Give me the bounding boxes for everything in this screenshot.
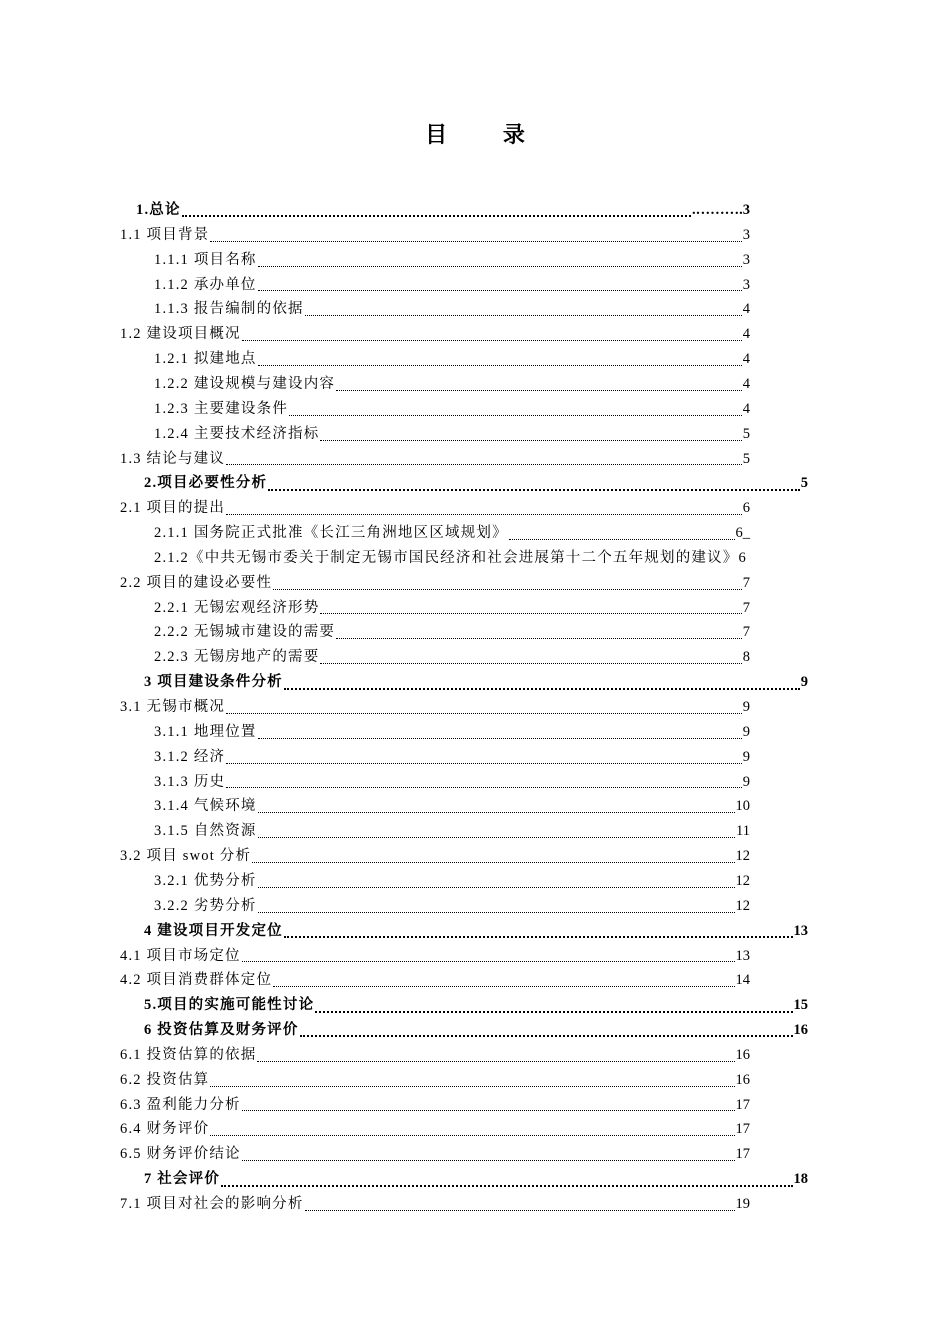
toc-entry-label: 1.2.1 拟建地点 [154,351,257,368]
dot-leader [258,837,735,838]
toc-entry-page: 12 [735,848,750,865]
toc-entry-label: 6.2 投资估算 [120,1071,210,1088]
toc-entry-page: 17 [735,1146,750,1163]
toc-entry[interactable] [154,248,750,273]
toc-entry-label: 7.1 项目对社会的影响分析 [120,1196,304,1212]
toc-entry[interactable] [120,944,750,969]
toc-entry[interactable] [144,471,808,496]
toc-entry-label: 2.1.1 国务院正式批准《长江三角洲地区区域规划》 [154,525,508,542]
toc-entry[interactable] [144,993,808,1018]
toc-entry-page: 4 [742,351,750,368]
toc-entry-page: 13 [793,922,808,939]
toc-entry-label: 7 社会评价 [144,1171,221,1188]
dot-leader [210,1135,734,1136]
toc-entry-page: 14 [735,972,750,989]
toc-entry-page: 5 [800,475,808,492]
toc-entry-label: 1.1.1 项目名称 [154,251,257,268]
toc-entry-page: 15 [793,997,808,1014]
toc-entry-label: 3.1.1 地理位置 [154,723,257,740]
dot-leader [258,738,742,739]
toc-entry[interactable] [120,447,750,472]
dot-leader [320,613,741,614]
toc-entry-page: 9 [742,699,750,715]
toc-entry[interactable] [120,1093,750,1118]
dot-leader [226,787,742,788]
toc-entry-label: 1.2 建设项目概况 [120,326,241,343]
toc-entry[interactable] [120,1068,750,1093]
toc-entry[interactable] [154,745,750,770]
dot-leader [252,862,734,863]
dot-leader [258,812,735,813]
toc-entry-label: 1.1 项目背景 [120,226,210,243]
toc-entry-label: 3.2.2 劣势分析 [154,897,257,914]
toc-entry-page: 16 [735,1071,750,1088]
toc-entry-label: 2.2.1 无锡宏观经济形势 [154,599,320,616]
toc-entry-page: 9 [742,723,750,740]
toc-entry-label: 2.1.2《中共无锡市委关于制定无锡市国民经济和社会进展第十二个五年规划的建议》6 [154,549,747,566]
dot-leader [336,638,742,639]
toc-entry-page: 17 [735,1096,750,1113]
dot-leader [289,415,742,416]
dot-leader [210,1086,734,1087]
toc-entry-label: 1.2.2 建设规模与建设内容 [154,375,336,392]
toc-entry-label: 6.3 盈利能力分析 [120,1096,241,1113]
toc-entry-page: 6_ [735,525,750,542]
toc-entry-label: 6.4 财务评价 [120,1121,210,1138]
toc-entry-label: 3.2 项目 swot 分析 [120,848,252,865]
toc-entry-page: 9 [742,748,750,765]
toc-entry[interactable] [154,819,750,844]
dot-leader [226,763,742,764]
dot-leader [305,1210,735,1211]
toc-entry[interactable] [144,670,808,695]
toc-entry-label: 4.2 项目消费群体定位 [120,972,273,989]
toc-entry-page: 16 [793,1022,808,1039]
dot-leader [221,1185,792,1187]
toc-entry[interactable] [120,223,750,248]
toc-entry[interactable] [154,422,750,447]
toc-entry-label: 3.2.1 优势分析 [154,872,257,889]
toc-entry[interactable] [154,273,750,298]
toc-entry[interactable] [120,968,750,993]
toc-entry-label: 3.1.3 历史 [154,773,226,790]
dot-leader [182,215,691,217]
toc-entry-label: 6.1 投资估算的依据 [120,1046,257,1063]
dot-leader [258,365,742,366]
toc-entry[interactable] [154,894,750,919]
toc-entry-page: 4 [742,301,750,318]
toc-entry[interactable] [154,596,750,621]
dot-leader [258,290,742,291]
dot-leader [284,688,800,690]
dot-leader [336,390,742,391]
toc-entry[interactable] [120,1192,750,1217]
dot-leader [300,1035,793,1037]
toc-entry-page: 4 [742,375,750,392]
toc-entry-label: 3.1 无锡市概况 [120,699,226,715]
toc-entry-label: 4.1 项目市场定位 [120,947,241,964]
dot-leader [320,440,741,441]
toc-entry[interactable] [144,1167,808,1192]
toc-entry-label: 6.5 财务评价结论 [120,1146,241,1163]
toc-entry[interactable] [154,869,750,894]
toc-entry[interactable] [120,496,750,521]
toc-entry[interactable] [144,1018,808,1043]
toc-entry-page: 5 [742,450,750,467]
dot-leader [226,713,742,714]
toc-entry-page: 4 [742,326,750,343]
toc-entry[interactable] [136,198,750,223]
toc-entry-label: 1.2.3 主要建设条件 [154,400,289,417]
toc-entry[interactable] [120,571,750,596]
toc-entry[interactable] [120,844,750,869]
toc-entry-label: 3.1.2 经济 [154,748,226,765]
toc-entry-label: 1.总论 [136,202,181,218]
dot-leader [210,241,741,242]
toc-entry-label: 2.2.2 无锡城市建设的需要 [154,624,336,641]
dot-leader [305,315,742,316]
dot-leader [273,986,734,987]
toc-entry-label: 2.项目必要性分析 [144,475,268,492]
toc-entry-page: 18 [793,1171,808,1188]
toc-entry[interactable] [154,297,750,322]
toc-entry[interactable] [154,620,750,645]
toc-entry-page: 10 [735,798,750,815]
dot-leader [257,1061,734,1062]
toc-entry-page: 9 [742,773,750,790]
toc-entry[interactable] [154,770,750,795]
toc-title: 目 录 [425,123,549,148]
toc-entry[interactable] [154,546,790,571]
toc-entry-page: 7 [742,574,750,591]
toc-entry-page: 3 [742,251,750,268]
toc-entry-label: 2.2 项目的建设必要性 [120,574,273,591]
toc-entry[interactable] [120,1043,750,1068]
toc-entry-label: 2.1 项目的提出 [120,500,226,517]
toc-entry-label: 6 投资估算及财务评价 [144,1022,299,1039]
toc-entry-page: 3 [742,226,750,243]
toc-entry[interactable] [154,645,750,670]
dot-leader [258,912,735,913]
dot-leader [242,1110,735,1111]
toc-entry-page: 19 [735,1196,750,1212]
toc-entry[interactable] [154,794,750,819]
toc-entry-page: 17 [735,1121,750,1138]
dot-leader [509,539,735,540]
toc-entry-page: 7 [742,624,750,641]
toc-entry[interactable] [120,1117,750,1142]
toc-entry-page: 9 [800,674,808,691]
toc-entry-label: 4 建设项目开发定位 [144,922,283,939]
toc-entry-page: 7 [742,599,750,616]
dot-leader [242,340,742,341]
dot-leader [226,514,742,515]
toc-entry[interactable] [154,397,750,422]
dot-leader [258,887,735,888]
toc-entry-label: 1.1.3 报告编制的依据 [154,301,304,318]
toc-entry-label: 1.3 结论与建议 [120,450,226,467]
toc-entry-label: 3.1.4 气候环境 [154,798,257,815]
dot-leader [284,936,793,938]
toc-entry[interactable] [154,372,750,397]
toc-entry-label: 1.2.4 主要技术经济指标 [154,425,320,442]
toc-entry-page: 13 [735,947,750,964]
toc-entry-label: 1.1.2 承办单位 [154,276,257,293]
toc-entry-page: 12 [735,897,750,914]
toc-entry-page: 4 [742,400,750,417]
dot-leader [315,1011,792,1013]
dot-leader [226,464,742,465]
toc-entry-page: 11 [736,823,750,840]
toc-entry[interactable] [154,347,750,372]
dot-leader [320,663,741,664]
dot-leader [268,489,800,491]
toc-entry-page: 3 [742,276,750,293]
toc-entry-page: 12 [735,872,750,889]
dot-leader [242,1160,735,1161]
dot-leader [273,589,742,590]
toc-entry-label: 3.1.5 自然资源 [154,823,257,840]
toc-entry-page: 5 [742,425,750,442]
dot-leader [242,961,735,962]
toc-entry[interactable] [154,521,750,546]
toc-entry[interactable] [120,322,750,347]
toc-entry-label: 5.项目的实施可能性讨论 [144,997,315,1014]
toc-entry[interactable] [154,720,750,745]
toc-entry[interactable] [120,695,750,720]
toc-entry-label: 3 项目建设条件分析 [144,674,283,691]
toc-entry-label: 2.2.3 无锡房地产的需要 [154,649,320,666]
toc-entry[interactable] [144,919,808,944]
toc-entry-page: 16 [735,1046,750,1063]
toc-entry-page: 8 [742,649,750,666]
toc-entry-page: .……….3 [692,202,750,218]
toc-entry-page: 6 [742,500,750,517]
toc-entry[interactable] [120,1142,750,1167]
dot-leader [258,266,742,267]
